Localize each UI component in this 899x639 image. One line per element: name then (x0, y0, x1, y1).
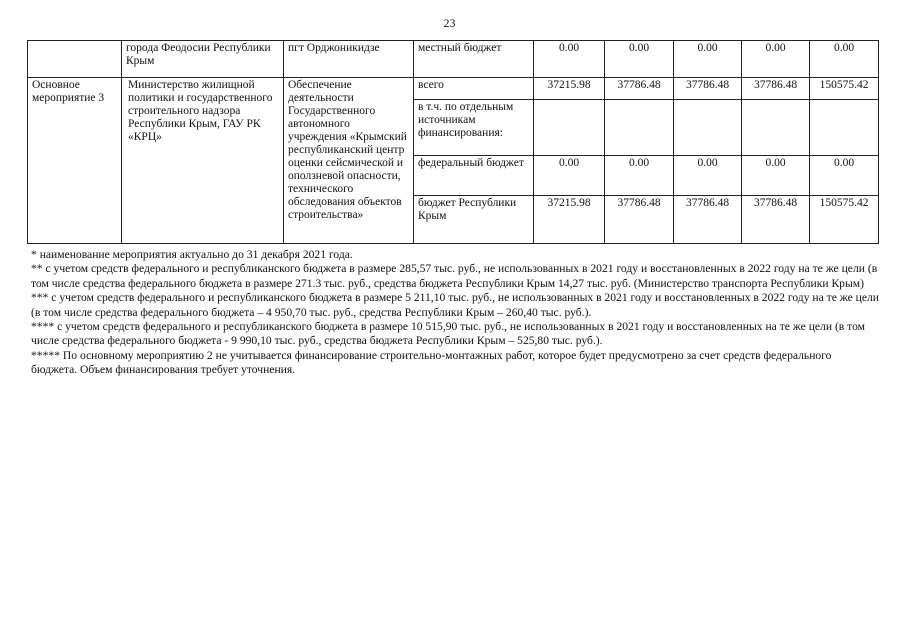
measure-object-cell: Обеспечение деятельности Государственного автономного учреждения «Крымский республиканский центр оценки сейсмической и оползневой опасности, технического обследования объектов строительства» (284, 78, 414, 244)
source-cell: всего (414, 78, 534, 100)
value-cell (605, 100, 674, 156)
source-cell: бюджет Республики Крым (414, 196, 534, 244)
footnote: **** с учетом средств федерального и республиканского бюджета в размере 10 515,90 тыс. руб., не использованных в 2021 году и восстановленных на те же цели (в том числе средства федерального бюджета - 9 990,10 тыс. руб., средства бюджета Республики Крым – 525,80 тыс. руб.). (31, 320, 866, 348)
table-row (28, 78, 879, 100)
value-cell: 37786.48 (605, 78, 674, 100)
measure-executor-cell: Министерство жилищной политики и государственного строительного надзора Республики Крым, ГАУ РК «КРЦ» (122, 78, 284, 244)
value-cell: 0.00 (674, 156, 742, 196)
value-cell: 37786.48 (674, 78, 742, 100)
value-cell: 37215.98 (534, 78, 605, 100)
value-cell: 0.00 (810, 156, 879, 196)
source-cell: местный бюджет (414, 41, 534, 78)
table-row (28, 41, 879, 78)
value-cell: 37215.98 (534, 196, 605, 244)
value-cell: 0.00 (605, 156, 674, 196)
footnote: ** с учетом средств федерального и республиканского бюджета в размере 285,57 тыс. руб., не использованных в 2021 году и восстановленных в 2022 году на те же цели (в том числе средства федерального бюджета в размере 271.3 тыс. руб., средства бюджета Республики Крым 14,27 тыс. руб. (Министерство транспорта Республики Крым) (31, 262, 878, 290)
value-cell: 0.00 (742, 156, 810, 196)
value-cell: 0.00 (534, 156, 605, 196)
footnote: ***** По основному мероприятию 2 не учитывается финансирование строительно-монтажных работ, которое будет предусмотрено за счет средств федерального бюджета. Объем финансирования требует уточнения. (31, 348, 832, 377)
footnote: * наименование мероприятия актуально до 31 декабря 2021 года. (31, 248, 353, 261)
value-cell: 37786.48 (605, 196, 674, 244)
value-cell: 0.00 (674, 41, 742, 78)
page-number: 23 (443, 16, 456, 30)
measure-name-cell: Основное мероприятие 3 (28, 78, 122, 244)
budget-table (27, 40, 879, 244)
object-cell: пгт Орджоникидзе (284, 41, 414, 78)
source-cell: в т.ч. по отдельным источникам финансирования: (414, 100, 534, 156)
measure-cell (28, 41, 122, 78)
value-cell: 0.00 (742, 41, 810, 78)
source-cell: федеральный бюджет (414, 156, 534, 196)
executor-cell: города Феодосии Республики Крым (122, 41, 284, 78)
value-cell: 37786.48 (742, 196, 810, 244)
value-cell: 0.00 (605, 41, 674, 78)
value-cell: 150575.42 (810, 196, 879, 244)
value-cell: 0.00 (810, 41, 879, 78)
value-cell (534, 100, 605, 156)
value-cell: 37786.48 (674, 196, 742, 244)
value-cell: 0.00 (534, 41, 605, 78)
value-cell (674, 100, 742, 156)
footnotes (31, 248, 879, 378)
value-cell: 37786.48 (742, 78, 810, 100)
footnote: *** с учетом средств федерального и республиканского бюджета в размере 5 211,10 тыс. руб., не использованных в 2021 году и восстановленных в 2022 году на те же цели (в том числе средства федерального бюджета – 4 950,70 тыс. руб., средства Республики Крым – 260,40 тыс. руб.). (31, 291, 880, 319)
value-cell: 150575.42 (810, 78, 879, 100)
value-cell (742, 100, 810, 156)
value-cell (810, 100, 879, 156)
